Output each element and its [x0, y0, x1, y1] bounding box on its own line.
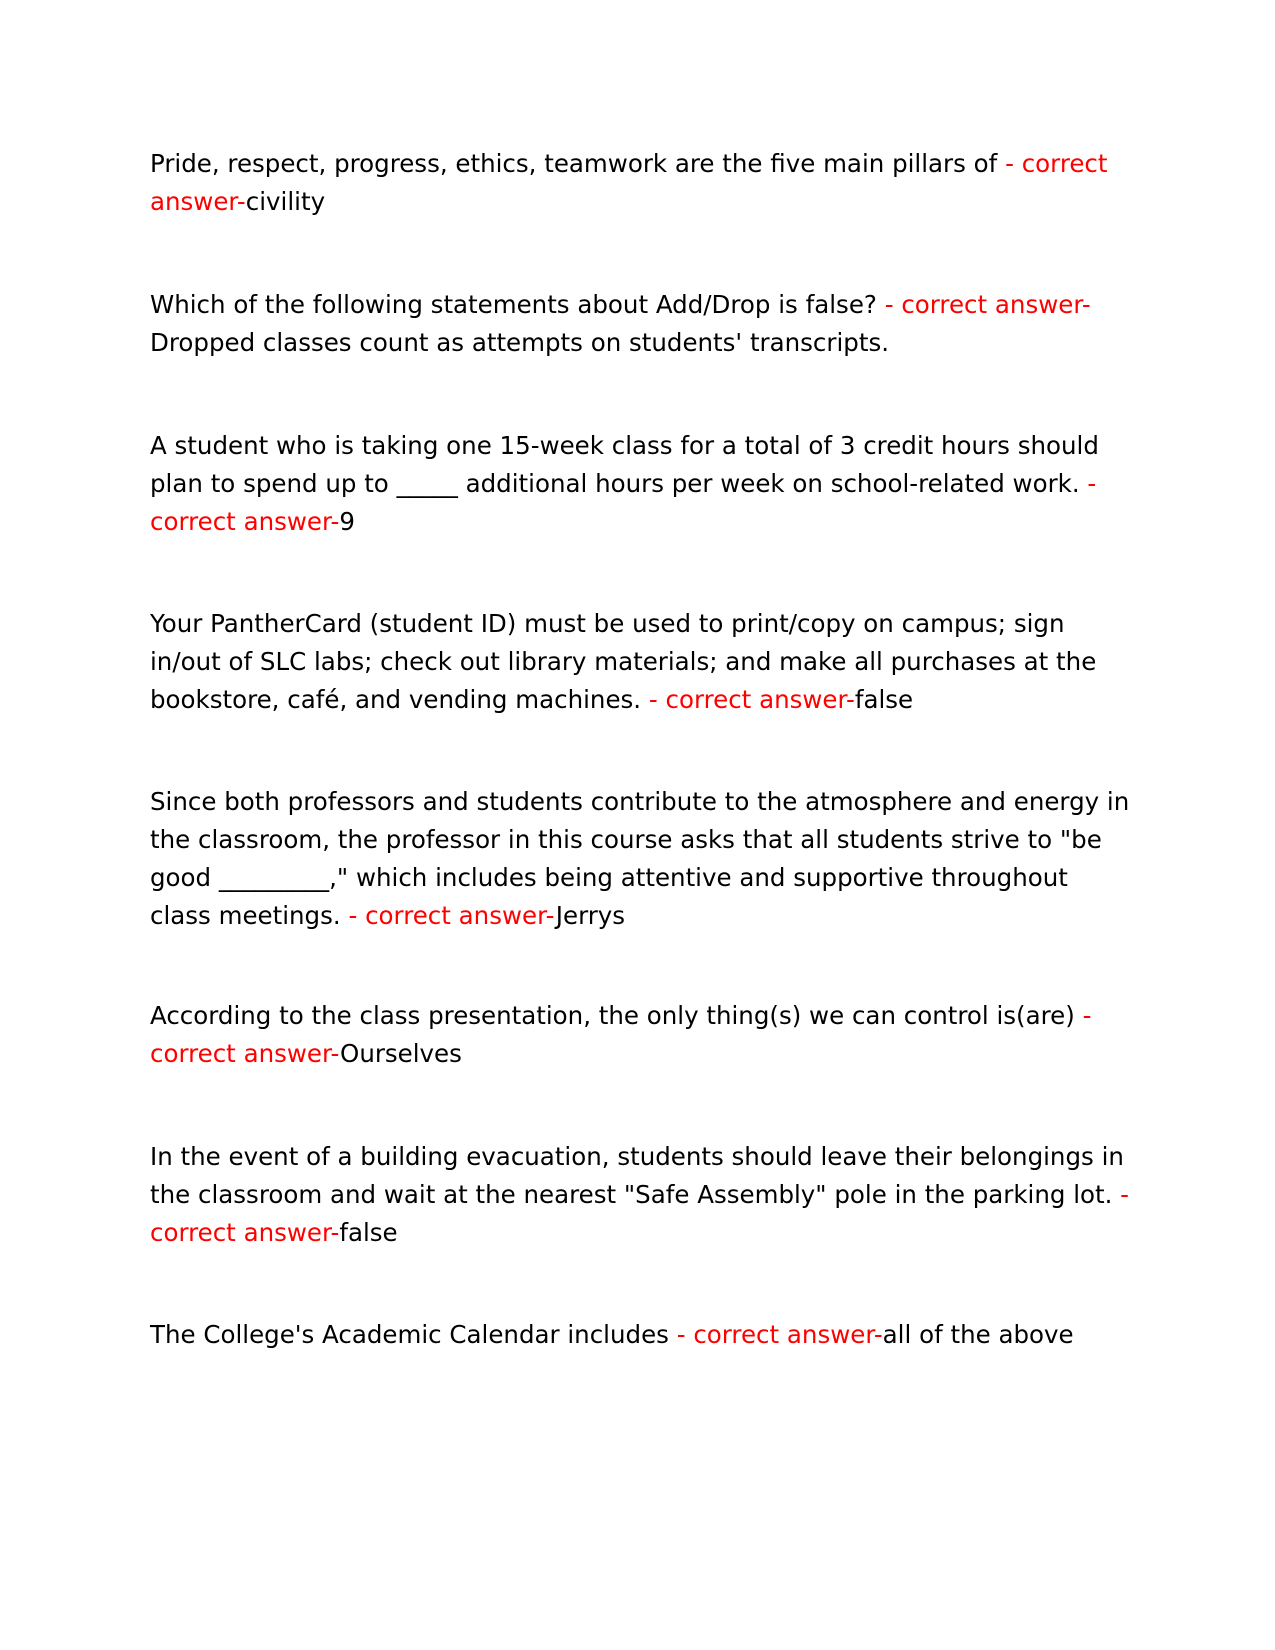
- question-text: Since both professors and students contribute to the atmosphere and energy in the classroom, the professor in this course asks that all students strive to "be good _________," which includes being attentive and supportive throughout class meetings.: [150, 787, 1130, 930]
- qa-item-2: [150, 286, 1135, 362]
- qa-item-7: [150, 1138, 1135, 1252]
- answer-marker: - correct answer-: [340, 901, 556, 930]
- question-text: According to the class presentation, the only thing(s) we can control is(are): [150, 1001, 1075, 1030]
- answer-marker: - correct answer-: [150, 1001, 1092, 1068]
- answer-marker: - correct answer-: [150, 149, 1108, 216]
- qa-item-6: [150, 997, 1135, 1073]
- qa-item-1: [150, 145, 1135, 221]
- answer-marker: - correct answer-: [641, 685, 855, 714]
- question-text: The College's Academic Calendar includes: [150, 1320, 669, 1349]
- question-text: A student who is taking one 15-week class for a total of 3 credit hours should plan to spend up to _____ additional hours per week on school-related work.: [150, 431, 1099, 498]
- answer-text: false: [854, 685, 914, 714]
- answer-marker: - correct answer-: [876, 290, 1091, 319]
- question-text: Pride, respect, progress, ethics, teamwork are the five main pillars of: [150, 149, 998, 178]
- qa-item-5: [150, 783, 1135, 935]
- answer-text: false: [339, 1218, 398, 1247]
- question-text: In the event of a building evacuation, students should leave their belongings in the classroom and wait at the nearest "Safe Assembly" pole in the parking lot.: [150, 1142, 1124, 1209]
- question-text: Your PantherCard (student ID) must be used to print/copy on campus; sign in/out of SLC labs; check out library materials; and make all purchases at the bookstore, café, and vending machines.: [150, 609, 1097, 714]
- question-text: Which of the following statements about Add/Drop is false?: [150, 290, 877, 319]
- answer-text: all of the above: [882, 1320, 1074, 1349]
- answer-text: 9: [339, 507, 355, 536]
- answer-marker: - correct answer-: [150, 1180, 1130, 1247]
- answer-text: civility: [245, 187, 326, 216]
- answer-text: Dropped classes count as attempts on students' transcripts.: [150, 328, 889, 357]
- qa-item-3: [150, 427, 1135, 541]
- answer-text: Jerrys: [555, 901, 626, 930]
- answer-marker: - correct answer-: [150, 469, 1097, 536]
- qa-item-4: [150, 605, 1135, 719]
- qa-item-8: [150, 1316, 1135, 1354]
- answer-marker: - correct answer-: [668, 1320, 883, 1349]
- answer-text: Ourselves: [340, 1039, 462, 1068]
